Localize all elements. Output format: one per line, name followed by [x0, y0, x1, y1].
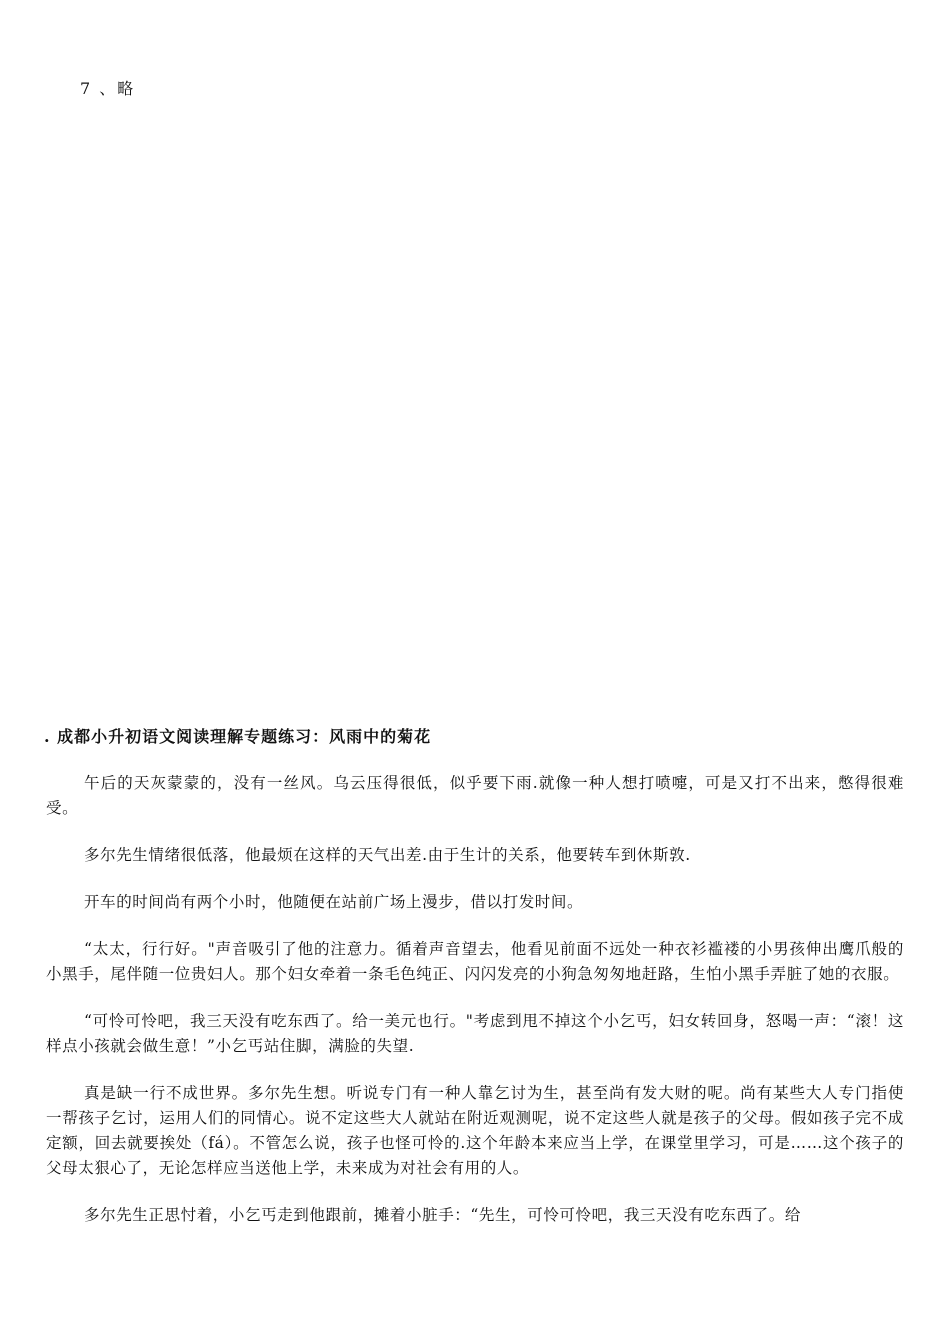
- paragraph-2: 多尔先生情绪很低落，他最烦在这样的天气出差.由于生计的关系，他要转车到休斯敦.: [84, 846, 691, 864]
- paragraph-7: 多尔先生正思忖着，小乞丐走到他跟前，摊着小脏手：“先生，可怜可怜吧，我三天没有吃东西了。给: [84, 1206, 801, 1224]
- paragraph-4: “太太，行行好。"声音吸引了他的注意力。循着声音望去，他看见前面不远处一种衣衫褴褛的小男孩伸出鹰爪般的小黑手，尾伴随一位贵妇人。那个妇女牵着一条毛色纯正、闪闪发亮的小狗急匆匆地赶路，生怕小黑手弄脏了她的衣服。: [46, 940, 904, 983]
- paragraph-6: 真是缺一行不成世界。多尔先生想。听说专门有一种人靠乞讨为生，甚至尚有发大财的呢。尚有某些大人专门指使一帮孩子乞讨，运用人们的同情心。说不定这些大人就站在附近观测呢，说不定这些人就是孩子的父母。假如孩子完不成定额，回去就要挨处（fá）。不管怎么说，孩子也怪可怜的.这个年龄本来应当上学，在课堂里学习，可是……这个孩子的父母太狠心了，无论怎样应当送他上学，未来成为对社会有用的人。: [46, 1084, 904, 1177]
- paragraph-3: 开车的时间尚有两个小时，他随便在站前广场上漫步，借以打发时间。: [84, 893, 584, 911]
- article-title: . 成都小升初语文阅读理解专题练习：风雨中的菊花: [44, 727, 432, 746]
- article-body: [46, 771, 904, 1250]
- paragraph-1: 午后的天灰蒙蒙的，没有一丝风。乌云压得很低，似乎要下雨.就像一种人想打喷嚏，可是又打不出来，憋得很难受。: [46, 774, 904, 817]
- paragraph-5: “可怜可怜吧，我三天没有吃东西了。给一美元也行。"考虑到甩不掉这个小乞丐，妇女转回身，怒喝一声：“滚！这样点小孩就会做生意！”小乞丐站住脚，满脸的失望.: [46, 1012, 904, 1055]
- answer-line: 7 、略: [80, 79, 136, 98]
